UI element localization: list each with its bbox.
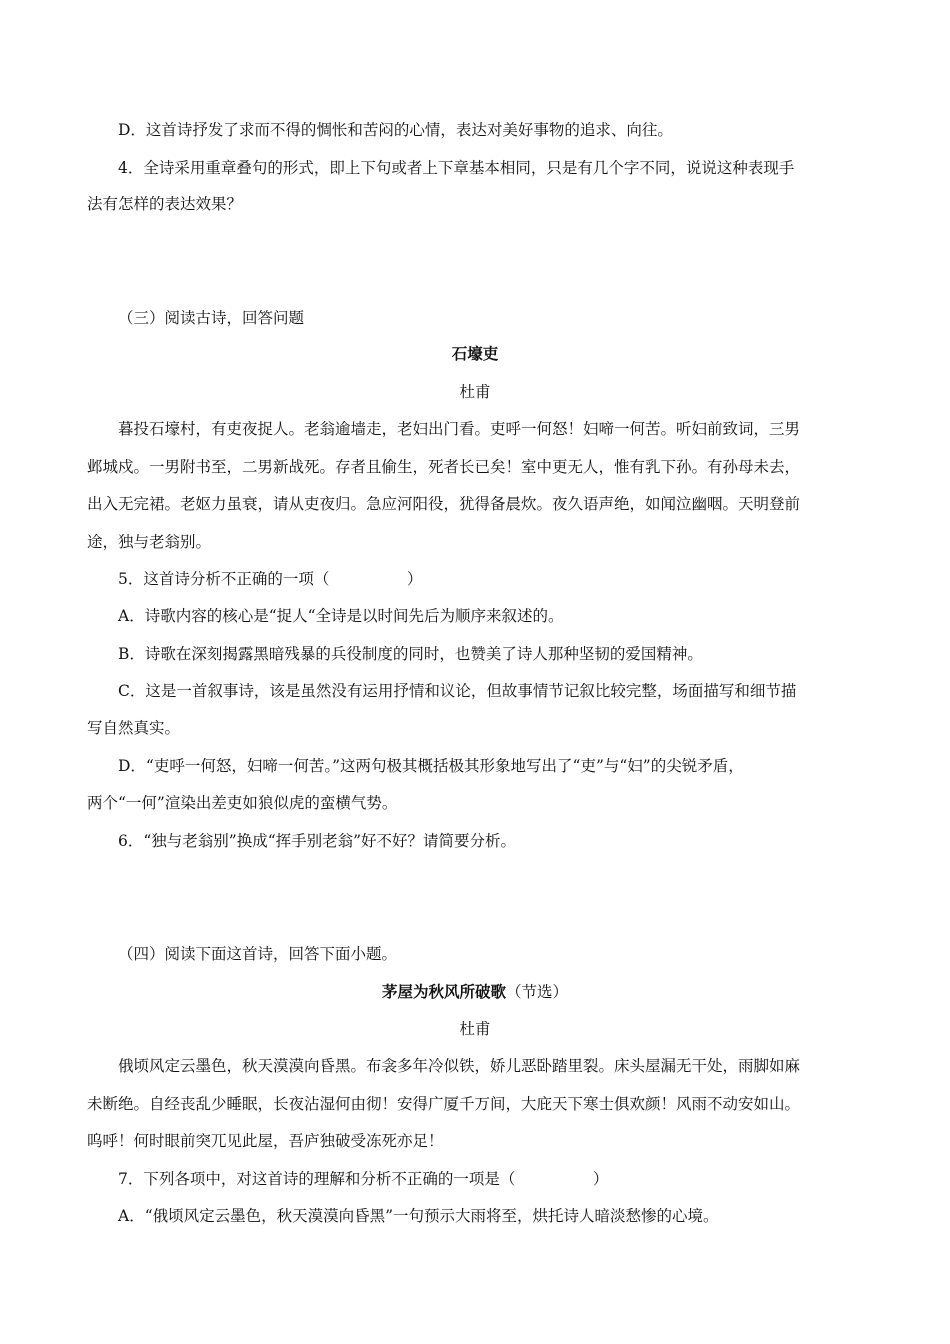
poem-line: 暮投石壕村，有吏夜捉人。老翁逾墙走，老妇出门看。吏呼一何怒！妇啼一何苦。听妇前致词，三男 — [118, 420, 801, 438]
q5-option-c-line1: C．这是一首叙事诗，该是虽然没有运用抒情和议论，但故事情节记叙比较完整，场面描写和细节描 — [118, 682, 797, 700]
section3-heading: （三）阅读古诗，回答问题 — [118, 309, 305, 327]
section4-heading: （四）阅读下面这首诗，回答下面小题。 — [118, 945, 398, 963]
poem-line: 途，独与老翁别。 — [87, 533, 212, 551]
q7-option-a: A．“俄顷风定云墨色，秋天漠漠向昏黑”一句预示大雨将至，烘托诗人暗淡愁惨的心境。 — [118, 1207, 719, 1225]
poem-title-shihaoli: 石壕吏 — [451, 344, 499, 363]
poem-line: 未断绝。自经丧乱少睡眠，长夜沾湿何由彻！安得广厦千万间，大庇天下寒士俱欢颜！风雨不动安如山。 — [87, 1095, 801, 1113]
q3-option-d: D．这首诗抒发了求而不得的惆怅和苦闷的心情，表达对美好事物的追求、向往。 — [118, 121, 673, 139]
poem-author-maowu: 杜甫 — [459, 1020, 491, 1038]
q5-option-c-line2: 写自然真实。 — [87, 719, 181, 737]
poem-line: 邺城戍。一男附书至，二男新战死。存者且偷生，死者长已矣！室中更无人，惟有乳下孙。有孙母未去， — [87, 458, 801, 476]
q4-text-line1: 4．全诗采用重章叠句的形式，即上下句或者上下章基本相同，只是有几个字不同，说说这种表现手 — [118, 159, 795, 177]
poem-line: 俄顷风定云墨色，秋天漠漠向昏黑。布衾多年冷似铁，娇儿恶卧踏里裂。床头屋漏无干处，雨脚如麻 — [118, 1057, 801, 1075]
poem-author-shihaoli: 杜甫 — [459, 383, 491, 401]
q5-option-d-line2: 两个“一何”渲染出差吏如狼似虎的蛮横气势。 — [87, 794, 398, 812]
q5-stem: 5．这首诗分析不正确的一项（ ） — [118, 570, 423, 588]
q5-option-d-line1: D．“吏呼一何怒，妇啼一何苦。”这两句极其概括极其形象地写出了“吏”与“妇”的尖锐矛盾， — [118, 757, 744, 775]
q6-stem: 6．“独与老翁别”换成“挥手别老翁”好不好？请简要分析。 — [118, 832, 517, 850]
poem-line: 呜呼！何时眼前突兀见此屋，吾庐独破受冻死亦足！ — [87, 1132, 444, 1150]
poem-title-maowu — [0, 982, 950, 1002]
q5-option-a: A．诗歌内容的核心是“捉人“全诗是以时间先后为顺序来叙述的。 — [118, 607, 564, 625]
poem-title-note: （节选） — [506, 983, 569, 1001]
poem-line: 出入无完裙。老妪力虽衰，请从吏夜归。急应河阳役，犹得备晨炊。夜久语声绝，如闻泣幽咽。天明登前 — [87, 495, 801, 513]
poem-title-text: 茅屋为秋风所破歌 — [381, 982, 506, 1001]
q4-text-line2: 法有怎样的表达效果？ — [87, 195, 243, 213]
q5-option-b: B．诗歌在深刻揭露黑暗残暴的兵役制度的同时，也赞美了诗人那种坚韧的爱国精神。 — [118, 645, 703, 663]
q7-stem: 7．下列各项中，对这首诗的理解和分析不正确的一项是（ ） — [118, 1170, 609, 1188]
